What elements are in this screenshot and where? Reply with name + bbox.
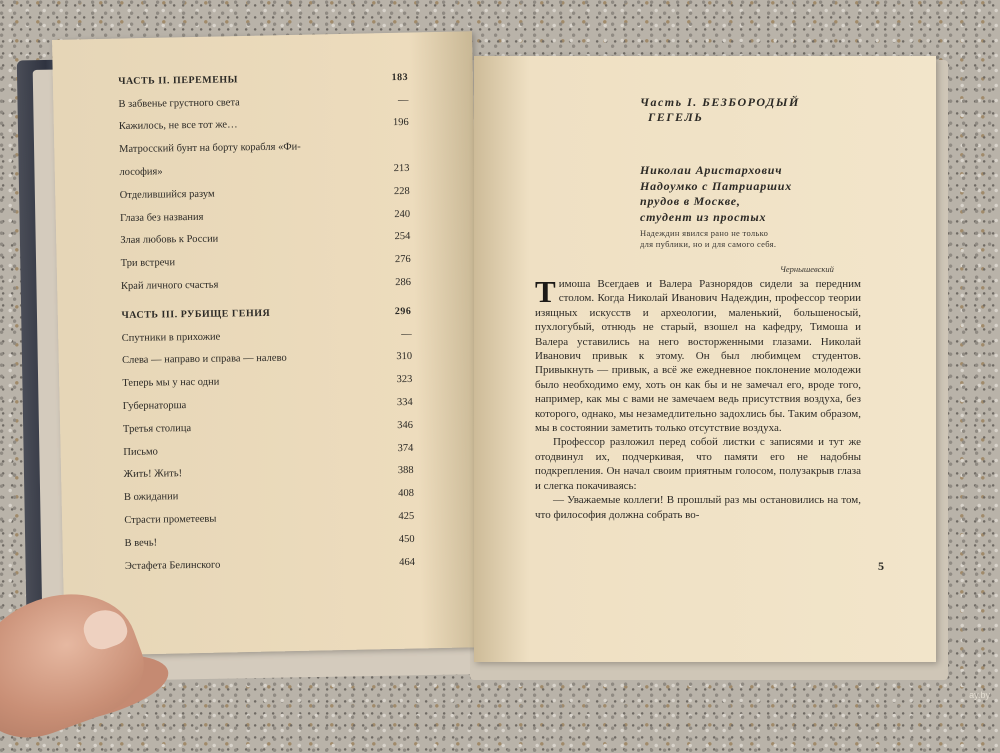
epigraph bbox=[640, 228, 852, 250]
toc-page-number: 183 bbox=[374, 72, 408, 83]
toc-entry bbox=[121, 271, 411, 298]
part-title-line: Часть I. БЕЗБОРОДЫЙ bbox=[640, 95, 840, 110]
chapter-subtitle bbox=[640, 163, 850, 225]
toc-title: Кажилось, не все тот же… bbox=[119, 120, 238, 133]
toc-title: Злая любовь к России bbox=[120, 234, 218, 246]
toc-page-number: 276 bbox=[377, 254, 411, 265]
epigraph-line: для публики, но и для самого себя. bbox=[640, 239, 852, 250]
epigraph-line: Надеждин явился рано не только bbox=[640, 228, 852, 239]
toc-title: В забвенье грустного света bbox=[118, 97, 239, 110]
part-title-line: ГЕГЕЛЬ bbox=[640, 110, 840, 125]
body-text bbox=[535, 277, 861, 522]
toc-page-number: 388 bbox=[380, 465, 414, 476]
epigraph-author: Чернышевский bbox=[780, 264, 834, 274]
toc-title: Матросский бунт на борту корабля «Фи- bbox=[119, 142, 301, 156]
toc-page-number: 213 bbox=[375, 163, 409, 174]
subtitle-line: студент из простых bbox=[640, 210, 850, 226]
toc-page-number: 228 bbox=[376, 186, 410, 197]
drop-cap: Т bbox=[535, 277, 559, 305]
paragraph-text: имоша Всегдаев и Валера Разнорядов сидели за передним столом. Когда Николай Иванович Надеждин, профессор теории изящных искусств и археологии, маленький, большеносый, пухлогубый, отнюдь не старый, взошел на кафедру, Тимоша и Валера уставились на него восторженными глазами. Николай Иванович привык к этому. Он был любимцем студентов. Привыкнуть — привык, а всё же ежедневное поклонение молодежи было необходимо ему, хоть он как бы и не замечал его, вроде того, например, как мы с вами не замечаем ведь присутствия воздуха, без которого, однако, мы незамедлительно задохлись бы. Таким образом, мы в состоянии заметить только отсутствие воздуха. bbox=[535, 278, 861, 434]
toc-title: Страсти прометеевы bbox=[124, 514, 216, 526]
toc-title: лософия» bbox=[119, 166, 162, 178]
toc-title: Край личного счастья bbox=[121, 280, 219, 292]
toc-page-number: 374 bbox=[379, 443, 413, 454]
toc-entry bbox=[125, 551, 415, 578]
toc-page-number: 240 bbox=[376, 209, 410, 220]
toc-page-number: 286 bbox=[377, 277, 411, 288]
toc-page-number: 296 bbox=[377, 306, 411, 317]
toc-title: ЧАСТЬ II. ПЕРЕМЕНЫ bbox=[118, 74, 238, 87]
toc-page-number: 425 bbox=[380, 511, 414, 522]
toc-title: Губернаторша bbox=[123, 400, 187, 412]
toc-title: Три встречи bbox=[121, 257, 175, 269]
toc-title: Слева — направо и справа — налево bbox=[122, 353, 287, 366]
toc-title: ЧАСТЬ III. РУБИЩЕ ГЕНИЯ bbox=[121, 308, 270, 321]
toc-title: Глаза без названия bbox=[120, 211, 204, 223]
toc-page-number: 323 bbox=[378, 374, 412, 385]
toc-title: Жить! Жить! bbox=[124, 469, 183, 481]
toc-title: Эстафета Белинского bbox=[125, 559, 221, 571]
toc-title: В вечь! bbox=[125, 537, 158, 548]
paragraph bbox=[535, 277, 861, 435]
toc-page-number: 310 bbox=[378, 351, 412, 362]
toc-title: Письмо bbox=[123, 446, 158, 457]
toc-page-number: 408 bbox=[380, 488, 414, 499]
toc-title: Теперь мы у нас одни bbox=[122, 377, 219, 389]
part-title bbox=[640, 95, 840, 125]
toc-page-number: 196 bbox=[375, 117, 409, 128]
toc-page-number: 346 bbox=[379, 420, 413, 431]
toc-title: Отделившийся разум bbox=[120, 189, 215, 201]
subtitle-line: Николаи Аристархович bbox=[640, 163, 850, 179]
subtitle-line: прудов в Москве, bbox=[640, 194, 850, 210]
watermark: ay.by bbox=[969, 690, 990, 700]
toc-page-number: — bbox=[378, 329, 412, 340]
toc-page-number: 334 bbox=[379, 397, 413, 408]
table-of-contents bbox=[118, 66, 415, 578]
subtitle-line: Надоумко с Патриарших bbox=[640, 179, 850, 195]
toc-title: Спутники в прихожие bbox=[122, 331, 221, 343]
paragraph: Профессор разложил перед собой листки с записями и тут же отодвинул их, подчеркивая, что памяти его не надобны подкрепления. Он начал своим приятным голосом, полузакрыв глаза и слегка покачиваясь: bbox=[535, 435, 861, 493]
toc-page-number: 464 bbox=[381, 557, 415, 568]
paragraph: — Уважаемые коллеги! В прошлый раз мы остановились на том, что философия должна собрать во- bbox=[535, 493, 861, 522]
toc-page-number: — bbox=[374, 95, 408, 106]
toc-page-number: 254 bbox=[376, 231, 410, 242]
page-number: 5 bbox=[878, 559, 884, 574]
toc-page-number: 450 bbox=[381, 534, 415, 545]
toc-title: Третья столица bbox=[123, 423, 191, 435]
toc-title: В ожидании bbox=[124, 491, 179, 503]
